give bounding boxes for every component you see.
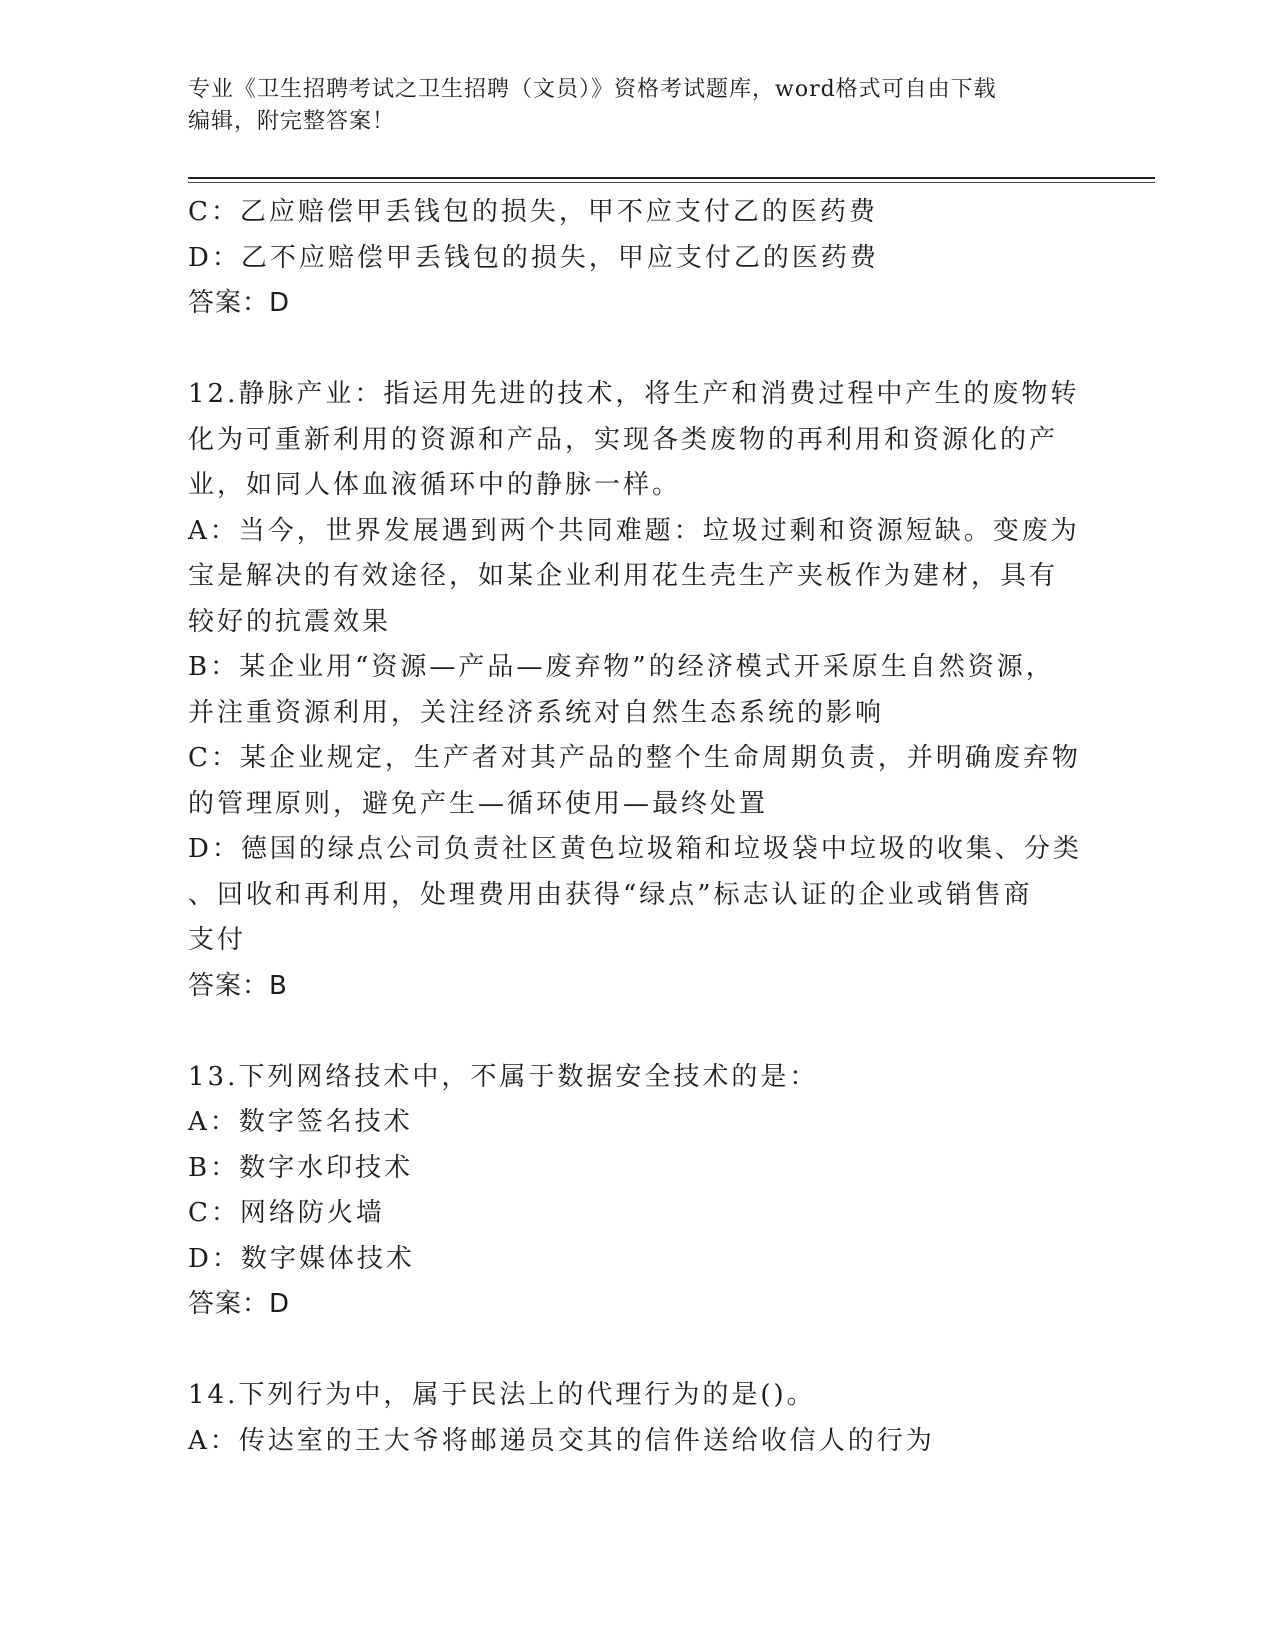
q12-option-d-line: 、回收和再利用，处理费用由获得“绿点”标志认证的企业或销售商 <box>188 879 1033 910</box>
q12-stem-line: 化为可重新利用的资源和产品，实现各类废物的再利用和资源化的产 <box>188 424 1059 455</box>
q14-stem: 14.下列行为中，属于民法上的代理行为的是()。 <box>188 1380 816 1410</box>
q12-option-d-line: 支付 <box>188 925 247 955</box>
q12-option-a-line: 宝是解决的有效途径，如某企业利用花生壳生产夹板作为建材，具有 <box>188 561 1059 591</box>
q12-answer: 答案：B <box>188 970 288 1001</box>
header-rule-thin <box>188 182 1155 183</box>
q12-option-d-line: D：德国的绿点公司负责社区黄色垃圾箱和垃圾袋中垃圾的收集、分类 <box>188 834 1082 864</box>
q11-answer: 答案：D <box>188 288 291 318</box>
q12-option-c-line: 的管理原则，避免产生—循环使用—最终处置 <box>188 788 769 819</box>
q12-stem-line: 12.静脉产业：指运用先进的技术，将生产和消费过程中产生的废物转 <box>188 379 1080 409</box>
q12-stem-line: 业，如同人体血液循环中的静脉一样。 <box>188 470 682 500</box>
question-14 <box>188 1373 1088 1464</box>
q13-stem: 13.下列网络技术中，不属于数据安全技术的是： <box>188 1061 819 1092</box>
q12-option-c-line: C：某企业规定，生产者对其产品的整个生命周期负责，并明确废弃物 <box>188 743 1081 773</box>
question-13 <box>188 1055 1088 1328</box>
spacer <box>188 1009 1088 1055</box>
q12-option-b-line: B：某企业用“资源—产品—废弃物”的经济模式开采原生自然资源， <box>188 652 1055 682</box>
q12-option-a-line: 较好的抗震效果 <box>188 606 392 637</box>
q11-option-d: D：乙不应赔偿甲丢钱包的损失，甲应支付乙的医药费 <box>188 242 879 273</box>
header-line-1: 专业《卫生招聘考试之卫生招聘（文员）》资格考试题库，word格式可自由下载 <box>188 77 997 102</box>
q11-option-c: C：乙应赔偿甲丢钱包的损失，甲不应支付乙的医药费 <box>188 197 878 227</box>
spacer <box>188 1328 1088 1374</box>
spacer <box>188 327 1088 373</box>
q12-option-b-line: 并注重资源利用，关注经济系统对自然生态系统的影响 <box>188 697 885 728</box>
document-header <box>188 74 1068 138</box>
q14-option-a: A：传达室的王大爷将邮递员交其的信件送给收信人的行为 <box>188 1425 935 1456</box>
q13-option-c: C：网络防火墙 <box>188 1198 385 1228</box>
q13-option-d: D：数字媒体技术 <box>188 1243 415 1274</box>
q12-option-a-line: A：当今，世界发展遇到两个共同难题：垃圾过剩和资源短缺。变废为 <box>188 515 1080 546</box>
q13-option-b: B：数字水印技术 <box>188 1152 414 1183</box>
header-rule-thick <box>188 177 1155 179</box>
q13-option-a: A：数字签名技术 <box>188 1107 413 1137</box>
q13-answer: 答案：D <box>188 1289 291 1319</box>
question-12 <box>188 372 1088 1009</box>
document-body <box>188 190 1088 1464</box>
header-line-2: 编辑，附完整答案！ <box>188 109 396 134</box>
